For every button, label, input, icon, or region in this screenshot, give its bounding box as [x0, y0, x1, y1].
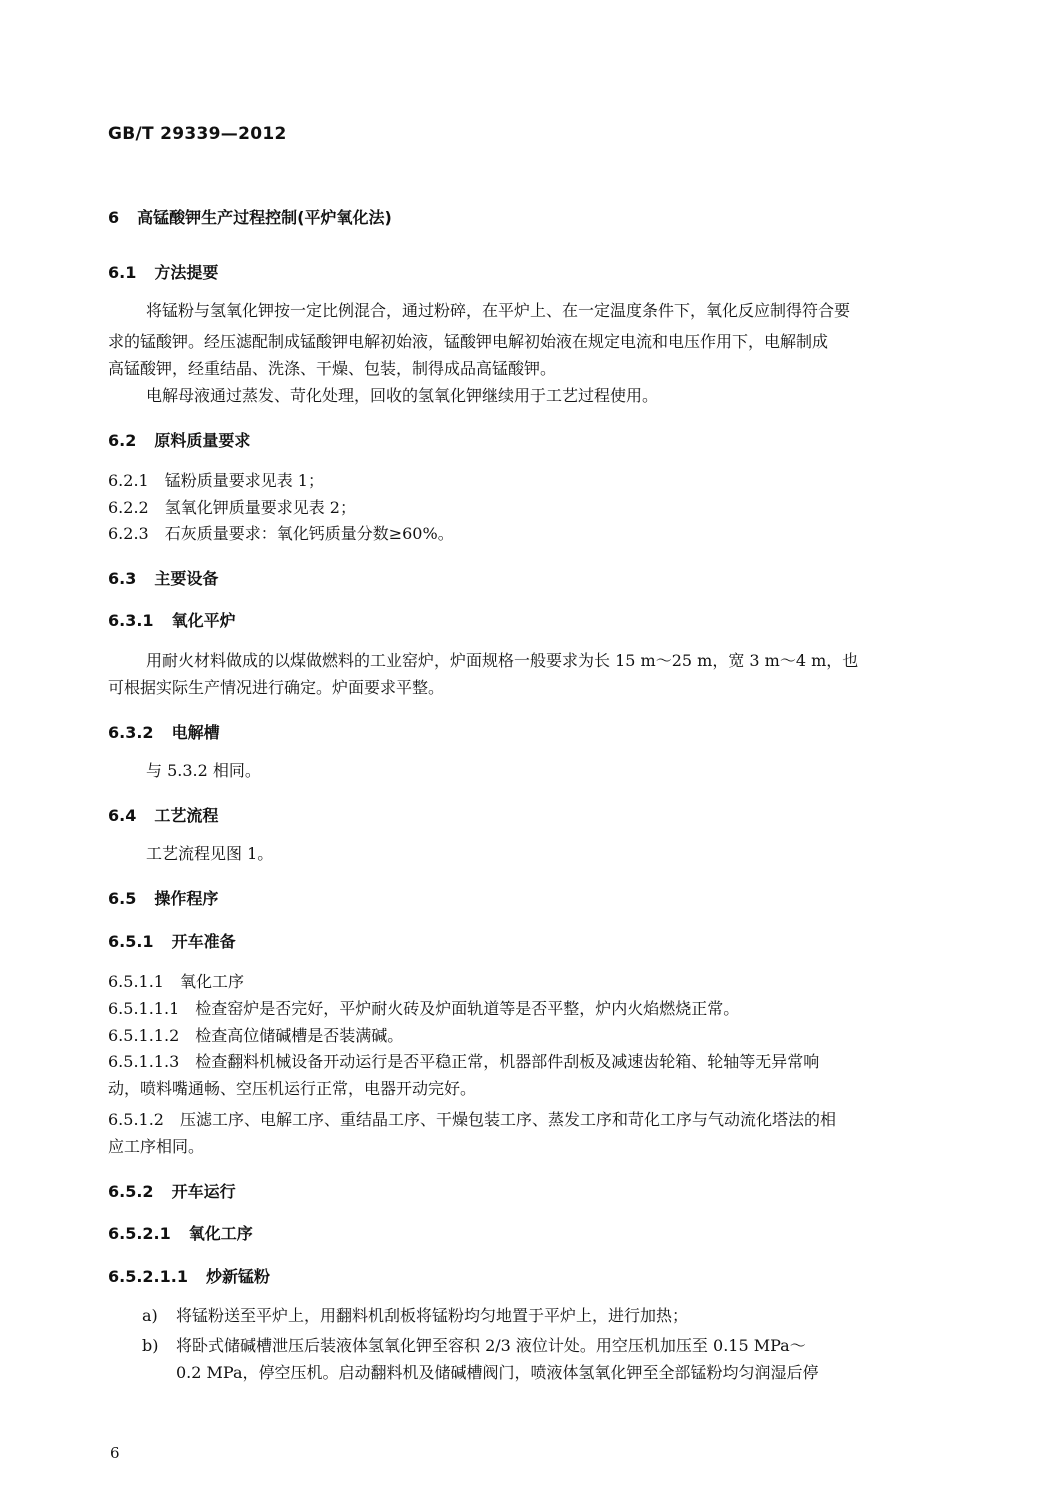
- item-number: 6.5.1.1.2: [108, 1026, 180, 1045]
- section-title: 方法提要: [154, 263, 219, 282]
- section-number: 6.2: [108, 431, 137, 450]
- item-text: 检查窑炉是否完好，平炉耐火砖及炉面轨道等是否平整，炉内火焰燃烧正常。: [195, 999, 740, 1018]
- paragraph-line: 工艺流程见图 1。: [146, 844, 274, 863]
- paragraph-line: 与 5.3.2 相同。: [146, 761, 261, 780]
- section-number: 6.4: [108, 806, 137, 825]
- item-text: 压滤工序、电解工序、重结晶工序、干燥包装工序、蒸发工序和苛化工序与气动流化塔法的相: [179, 1110, 836, 1129]
- item-text: 检查翻料机械设备开动运行是否平稳正常，机器部件刮板及减速齿轮箱、轮轴等无异常响: [195, 1052, 820, 1071]
- section-number: 6.5.1: [108, 932, 154, 951]
- paragraph-line: 用耐火材料做成的以煤做燃料的工业窑炉，炉面规格一般要求为长 15 m～25 m，宽 3 m～4 m，也: [146, 651, 859, 670]
- section-6-3-1-heading: [108, 608, 940, 631]
- section-6-5-heading: [108, 886, 940, 909]
- item-text: 氧化工序: [179, 972, 244, 991]
- section-title: 主要设备: [154, 569, 219, 588]
- item-text: 氢氧化钾质量要求见表 2；: [164, 498, 356, 517]
- section-title: 原料质量要求: [154, 431, 251, 450]
- section-number: 6.5.2.1.1: [108, 1267, 188, 1286]
- section-6-2-heading: [108, 428, 940, 451]
- section-6-5-2-1-heading: [108, 1221, 940, 1244]
- paragraph-line: 应工序相同。: [108, 1137, 205, 1156]
- section-6-5-1-heading: [108, 929, 940, 952]
- item-text: 将锰粉送至平炉上，用翻料机刮板将锰粉均匀地置于平炉上，进行加热；: [176, 1306, 689, 1325]
- paragraph-line: 0.2 MPa，停空压机。启动翻料机及储碱槽阀门，喷液体氢氧化钾至全部锰粉均匀润湿后停: [176, 1363, 819, 1382]
- list-item-a: [108, 1300, 974, 1331]
- item-number: 6.5.1.1.1: [108, 999, 180, 1018]
- section-title: 操作程序: [154, 889, 219, 908]
- section-6-3-2-heading: [108, 720, 940, 743]
- paragraph-line: 求的锰酸钾。经压滤配制成锰酸钾电解初始液，锰酸钾电解初始液在规定电流和电压作用下，电解制成: [108, 332, 829, 351]
- section-6-4-heading: [108, 803, 940, 826]
- section-title: 开车准备: [171, 932, 236, 951]
- section-number: 6.1: [108, 263, 137, 282]
- paragraph-line: 电解母液通过蒸发、苛化处理，回收的氢氧化钾继续用于工艺过程使用。: [146, 386, 659, 405]
- section-title: 工艺流程: [154, 806, 219, 825]
- section-title: 氧化平炉: [171, 611, 236, 630]
- section-number: 6.3.1: [108, 611, 154, 630]
- section-number: 6.5: [108, 889, 137, 908]
- item-number: 6.5.1.2: [108, 1110, 164, 1129]
- item-text: 石灰质量要求：氧化钙质量分数≥60%。: [164, 524, 454, 543]
- section-title: 开车运行: [171, 1182, 236, 1201]
- section-number: 6.5.2: [108, 1182, 154, 1201]
- item-text: 锰粉质量要求见表 1；: [164, 471, 324, 490]
- item-number: 6.2.2: [108, 498, 149, 517]
- section-title: 氧化工序: [188, 1224, 253, 1243]
- section-number: 6.3: [108, 569, 137, 588]
- item-number: 6.5.1.1: [108, 972, 164, 991]
- page-number: 6: [110, 1444, 120, 1462]
- section-title: 电解槽: [171, 723, 220, 742]
- section-title: 炒新锰粉: [205, 1267, 270, 1286]
- section-6-5-2-heading: [108, 1179, 940, 1202]
- section-6-1-heading: [108, 260, 940, 283]
- section-title: 高锰酸钾生产过程控制(平炉氧化法): [137, 208, 392, 227]
- document-code: GB/T 29339—2012: [108, 124, 287, 144]
- section-number: 6: [108, 208, 120, 227]
- item-number: 6.2.3: [108, 524, 149, 543]
- paragraph-line: 高锰酸钾，经重结晶、洗涤、干燥、包装，制得成品高锰酸钾。: [108, 359, 557, 378]
- paragraph-line: 可根据实际生产情况进行确定。炉面要求平整。: [108, 678, 445, 697]
- paragraph-line: 动，喷料嘴通畅、空压机运行正常，电器开动完好。: [108, 1079, 477, 1098]
- list-item: [108, 518, 940, 549]
- item-text: 将卧式储碱槽泄压后装液体氢氧化钾至容积 2/3 液位计处。用空压机加压至 0.15 MPa～: [176, 1336, 806, 1355]
- section-6-3-heading: [108, 566, 940, 589]
- item-text: 检查高位储碱槽是否装满碱。: [195, 1026, 404, 1045]
- list-marker: b): [142, 1336, 159, 1355]
- section-6-heading: [108, 205, 940, 228]
- section-number: 6.3.2: [108, 723, 154, 742]
- section-number: 6.5.2.1: [108, 1224, 171, 1243]
- item-number: 6.2.1: [108, 471, 149, 490]
- section-6-5-2-1-1-heading: [108, 1264, 940, 1287]
- list-marker: a): [142, 1306, 158, 1325]
- paragraph-line: 将锰粉与氢氧化钾按一定比例混合，通过粉碎，在平炉上、在一定温度条件下，氧化反应制得符合要: [146, 301, 851, 320]
- item-number: 6.5.1.1.3: [108, 1052, 180, 1071]
